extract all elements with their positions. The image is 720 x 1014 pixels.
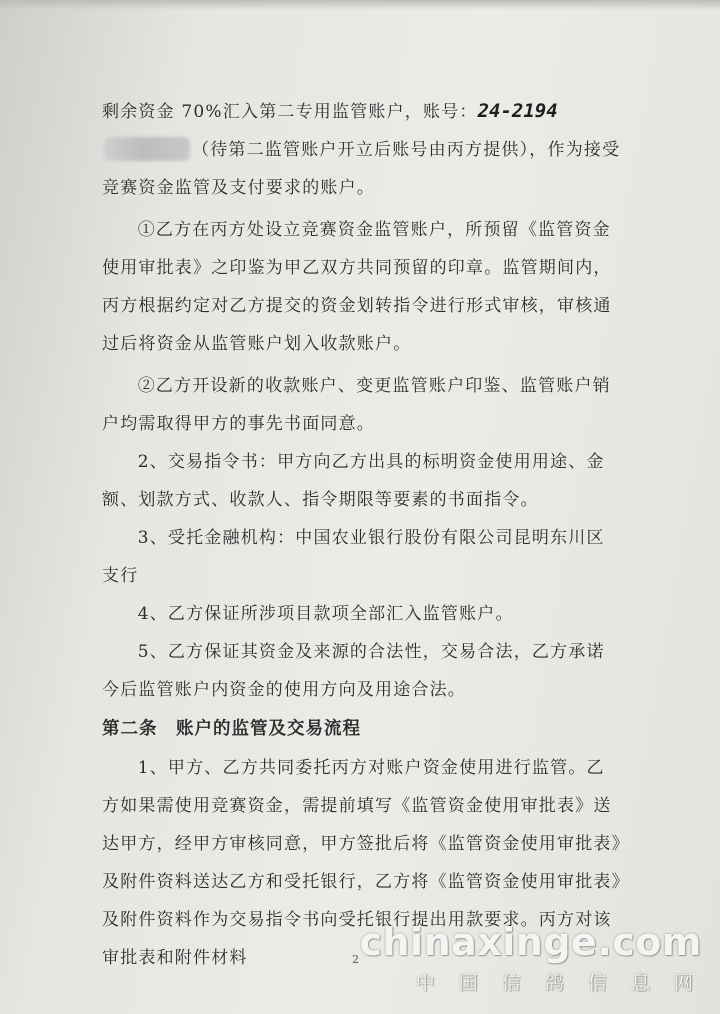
paragraph-clause-2: ②乙方开设新的收款账户、变更监管账户印鉴、监管账户销户均需取得甲方的事先书面同意。 — [102, 376, 611, 434]
watermark-site-name: 中 国 信 鸽 信 息 网 — [415, 972, 702, 994]
paragraph-account-info — [102, 92, 622, 207]
handwritten-account-number: 24-2194 — [477, 100, 558, 122]
paragraph-item-2: 2、交易指令书：甲方向乙方出具的标明资金使用用途、金额、划款方式、收款人、指令期限等要素的书面指令。 — [102, 452, 605, 510]
page-number: 2 — [352, 953, 359, 966]
site-watermark — [359, 920, 702, 996]
paragraph-clause-1: ①乙方在丙方处设立竞赛资金监管账户，所预留《监管资金使用审批表》之印鉴为甲乙双方共同预留的印章。监管期间内，丙方根据约定对乙方提交的资金划转指令进行形式审核，审核通过后将资金从监管账户划入收款账户。 — [102, 220, 612, 354]
paragraph-item-4: 4、乙方保证所涉项目款项全部汇入监管账户。 — [137, 604, 514, 624]
paragraph-item-5: 5、乙方保证其资金及来源的合法性，交易合法，乙方承诺今后监管账户内资金的使用方向及用途合法。 — [102, 642, 605, 700]
redacted-account-digits — [104, 137, 190, 161]
account-text-after: （待第二监管账户开立后账号由丙方提供），作为接受竞赛资金监管及支付要求的账户。 — [102, 140, 621, 198]
paragraph-item-3: 3、受托金融机构：中国农业银行股份有限公司昆明东川区支行 — [102, 528, 605, 586]
document-body — [102, 92, 622, 977]
account-text-before: 剩余资金 70%汇入第二专用监管账户，账号： — [102, 102, 478, 122]
section-heading-article-2: 第二条 账户的监管及交易流程 — [102, 719, 361, 739]
watermark-url: chinaxinge.com — [359, 920, 702, 964]
page-top-edge — [0, 0, 720, 10]
paragraph-article-2-item-1: 1、甲方、乙方共同委托丙方对账户资金使用进行监管。乙方如果需使用竞赛资金，需提前填写《监管资金使用审批表》送达甲方，经甲方审核同意，甲方签批后将《监管资金使用审批表》及附件资料送达乙方和受托银行，乙方将《监管资金使用审批表》及附件资料作为交易指令书向受托银行提出用款要求。丙方对该审批表和附件材料 — [102, 758, 622, 968]
